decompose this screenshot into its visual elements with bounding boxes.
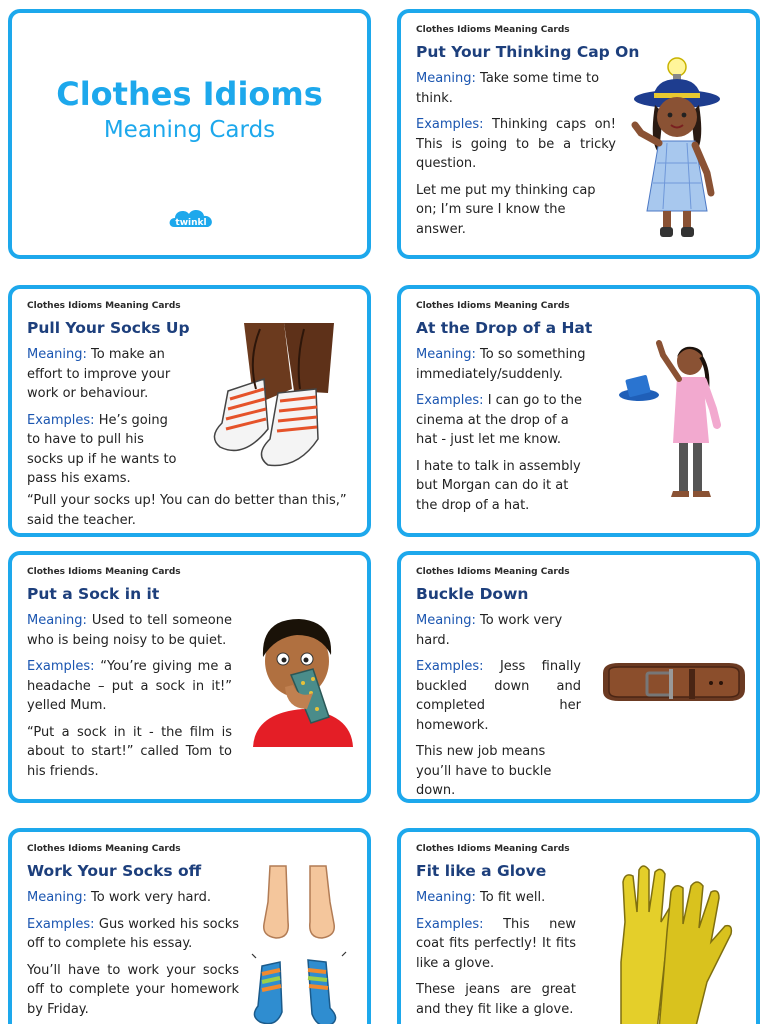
meaning-label: Meaning: [27, 347, 87, 362]
card-title: Work Your Socks off [27, 862, 202, 880]
examples-label: Examples: [416, 117, 484, 132]
logo-text: twinkl [175, 218, 207, 228]
idiom-card-work-socks-off [8, 828, 371, 1024]
card-extra [27, 491, 357, 537]
meaning-label: Meaning: [416, 347, 476, 362]
extra-example-text: “Put a sock in it - the film is about to start!” called Tom to his friends. [27, 724, 232, 779]
meaning-label: Meaning: [416, 71, 476, 86]
meaning-text: Used to tell someone who is being noisy to be quiet. [27, 613, 232, 648]
meaning-label: Meaning: [416, 613, 476, 628]
meaning-text: To make an effort to improve your work or behaviour. [27, 347, 171, 401]
boy-with-sock-icon [247, 613, 359, 747]
idiom-card-drop-of-a-hat [397, 285, 760, 537]
examples-text: Thinking caps on! This is going to be a tricky question. [416, 117, 616, 171]
cover-card [8, 9, 371, 259]
card-title: Fit like a Glove [416, 862, 547, 880]
bare-feet-and-socks-icon [246, 862, 364, 1024]
idiom-card-pull-socks-up [8, 285, 371, 537]
examples-text: This new coat fits perfectly! It fits like a glove. [416, 916, 576, 971]
extra-example-text: These jeans are great and they fit like a glove. [416, 982, 576, 1017]
card-body [416, 888, 576, 1024]
meaning-text: To work very hard. [416, 613, 563, 648]
card-body [416, 69, 616, 246]
card-header: Clothes Idioms Meaning Cards [27, 301, 181, 311]
examples-label: Examples: [27, 916, 95, 932]
card-body [27, 345, 177, 496]
belt-icon [599, 659, 749, 709]
idiom-card-sock-in-it [8, 551, 371, 803]
card-title: Put Your Thinking Cap On [416, 43, 640, 61]
extra-example-text: I hate to talk in assembly but Morgan can do it at the drop of a hat. [416, 458, 581, 513]
idiom-card-thinking-cap [397, 9, 760, 259]
card-body [416, 611, 581, 803]
card-body [27, 611, 232, 788]
card-title: Pull Your Socks Up [27, 319, 190, 337]
examples-text: Jess finally buckled down and completed her homework. [416, 659, 581, 733]
extra-example-text: “Pull your socks up! You can do better than this,” said the teacher. [27, 493, 347, 528]
card-body [27, 888, 239, 1024]
extra-example-text: Let me put my thinking cap on; I’m sure I know the answer. [416, 182, 596, 237]
extra-example-text: This new job means you’ll have to buckle down. [416, 744, 552, 798]
card-title: Buckle Down [416, 585, 529, 603]
examples-label: Examples: [416, 659, 484, 674]
extra-example-text: You’ll have to work your socks off to complete your homework by Friday. [27, 962, 239, 1017]
card-body [416, 345, 591, 522]
examples-label: Examples: [27, 659, 95, 674]
meaning-text: To fit well. [480, 890, 546, 905]
examples-text: Gus worked his socks off to complete his essay. [27, 916, 239, 951]
examples-label: Examples: [27, 412, 95, 428]
card-header: Clothes Idioms Meaning Cards [416, 567, 570, 577]
girl-with-thinking-cap-icon [629, 53, 725, 243]
meaning-text: Take some time to think. [416, 71, 600, 106]
meaning-label: Meaning: [27, 613, 87, 628]
examples-text: “You’re giving me a headache – put a sock in it!” yelled Mum. [27, 659, 232, 713]
meaning-text: To so something immediately/suddenly. [416, 347, 586, 382]
meaning-text: To work very hard. [91, 890, 212, 905]
examples-label: Examples: [416, 916, 484, 932]
card-header: Clothes Idioms Meaning Cards [416, 25, 570, 35]
twinkl-logo-icon [168, 205, 216, 235]
yellow-gloves-icon [607, 862, 737, 1024]
idiom-card-fit-like-glove [397, 828, 760, 1024]
examples-text: He’s going to have to pull his socks up if he wants to pass his exams. [27, 412, 177, 486]
cover-title: Clothes Idioms [56, 75, 323, 113]
examples-label: Examples: [416, 393, 484, 408]
card-header: Clothes Idioms Meaning Cards [416, 301, 570, 311]
pulling-socks-up-icon [204, 319, 364, 479]
idiom-card-buckle-down [397, 551, 760, 803]
card-title: At the Drop of a Hat [416, 319, 593, 337]
meaning-label: Meaning: [27, 890, 87, 905]
meaning-label: Meaning: [416, 890, 476, 905]
cover-subtitle: Meaning Cards [103, 117, 276, 143]
card-title: Put a Sock in it [27, 585, 160, 603]
card-header: Clothes Idioms Meaning Cards [416, 844, 570, 854]
examples-text: I can go to the cinema at the drop of a hat - just let me know. [416, 393, 583, 447]
card-header: Clothes Idioms Meaning Cards [27, 844, 181, 854]
card-header: Clothes Idioms Meaning Cards [27, 567, 181, 577]
girl-dropping-hat-icon [613, 339, 743, 509]
